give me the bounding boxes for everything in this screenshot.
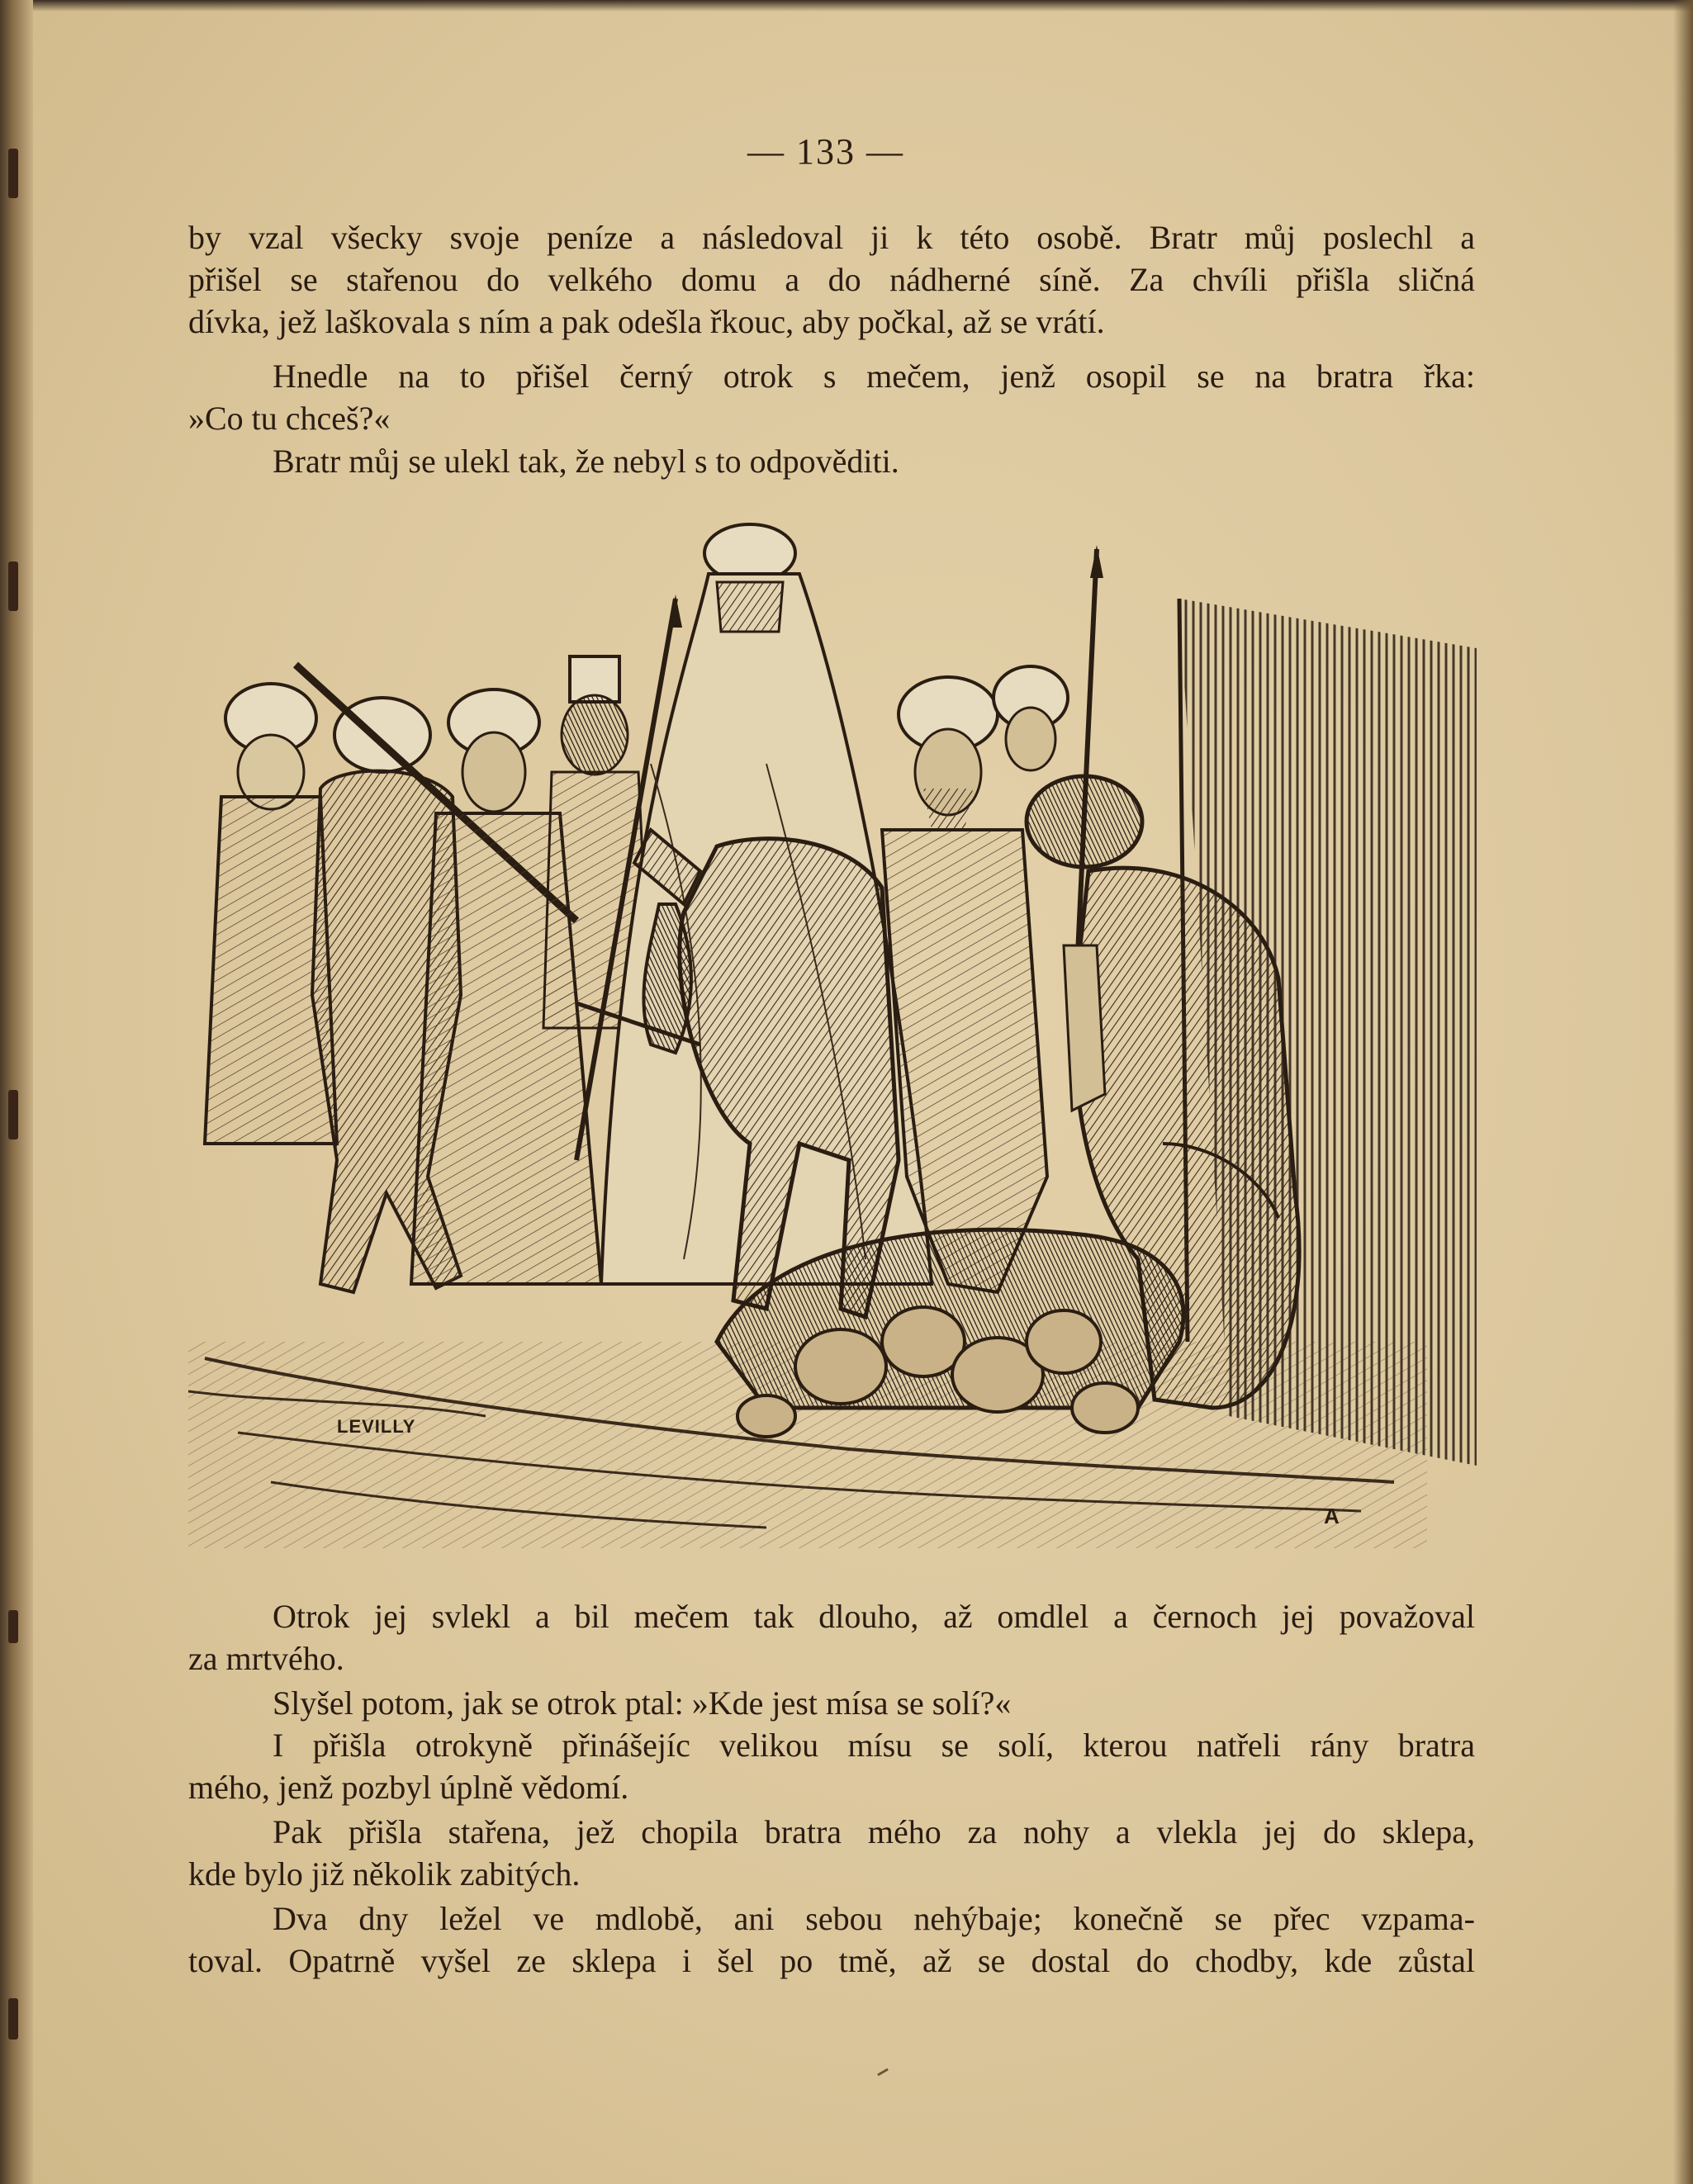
book-binding [0, 0, 33, 2184]
text-line: Slyšel potom, jak se otrok ptal: »Kde jest mísa se solí?« [273, 1684, 1012, 1722]
text-line: Dva dny ležel ve mdlobě, ani sebou nehýbaje; konečně se přec vzpama- [273, 1900, 1475, 1937]
text-line: přišel se stařenou do velkého domu a do nádherné síně. Za chvíli přišla sličná [188, 261, 1475, 298]
binding-thread-mark [8, 561, 18, 611]
text-line: Bratr můj se ulekl tak, že nebyl s to odpověditi. [273, 443, 899, 480]
engraver-monogram: A [1324, 1504, 1340, 1528]
bearded-man [882, 545, 1103, 1292]
text-line: »Co tu chceš?« [188, 400, 391, 437]
text-line: toval. Opatrně vyšel ze sklepa i šel po tmě, až se dostal do chodby, kde zůstal [188, 1942, 1475, 1979]
artist-signature: LEVILLY [337, 1416, 416, 1437]
engraving-illustration [188, 516, 1477, 1548]
text-line: by vzal všecky svoje peníze a následoval ji k této osobě. Bratr můj poslechl a [188, 219, 1475, 256]
text-line: mého, jenž pozbyl úplně vědomí. [188, 1769, 629, 1806]
text-line: Hnedle na to přišel černý otrok s mečem, jenž osopil se na bratra řka: [273, 358, 1475, 395]
binding-thread-mark [8, 1610, 18, 1643]
ink-speck [877, 2068, 889, 2077]
text-line: I přišla otrokyně přinášejíc velikou mísu se solí, kterou natřeli rány bratra [273, 1727, 1475, 1764]
binding-thread-mark [8, 1998, 18, 2040]
page-right-edge [1673, 0, 1693, 2184]
binding-thread-mark [8, 1090, 18, 1139]
page-number: — 133 — [747, 131, 904, 172]
text-line: Pak přišla stařena, jež chopila bratra mého za nohy a vlekla jej do sklepa, [273, 1813, 1475, 1850]
text-line: Otrok jej svlekl a bil mečem tak dlouho, až omdlel a černoch jej považoval [273, 1598, 1475, 1635]
text-line: dívka, jež laškovala s ním a pak odešla řkouc, aby počkal, až se vrátí. [188, 303, 1105, 340]
text-line: za mrtvého. [188, 1640, 344, 1677]
page-top-shadow [0, 0, 1693, 12]
text-line: kde bylo již několik zabitých. [188, 1855, 581, 1893]
